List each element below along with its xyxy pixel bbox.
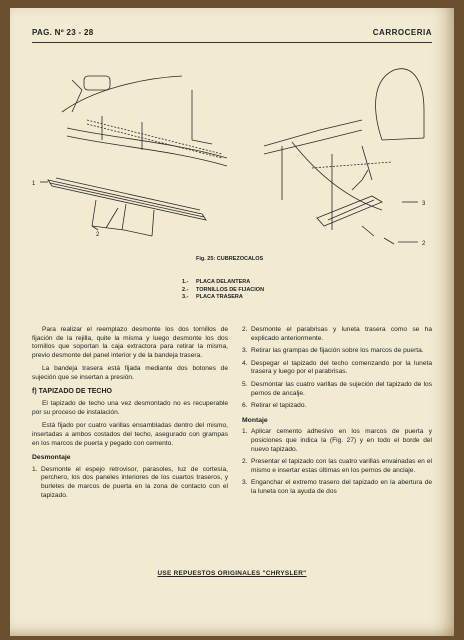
desmontaje-steps bbox=[32, 466, 228, 500]
list-item: 4. Despegar el tapizado del techo comenzando por la luneta trasera y luego por el parabrisas. bbox=[242, 359, 432, 376]
list-item: 2. Desmonte el parabrisas y luneta trasera como se ha explicado anteriormente. bbox=[242, 326, 432, 342]
list-item: 3. Retirar las grampas de fijación sobre los marcos de puerta. bbox=[242, 347, 424, 355]
list-item: 1. Aplicar cemento adhesivo en los marcos de puerta y posiciones que indica la (Fig. 27) y en todo el borde del nuevo tapizado. bbox=[242, 428, 432, 453]
list-item: 5. Desmontar las cuatro varillas de sujeción del tapizado de los pernos de ancalje. bbox=[242, 380, 432, 397]
callout-right-2: 2 bbox=[422, 241, 426, 247]
figure-caption: Fig. 25: CUBREZOCALOS bbox=[196, 256, 264, 262]
paragraph: La bandeja trasera está fijada mediante dos botones de sujeción que se insertan a presión. bbox=[32, 365, 228, 381]
paragraph: El tapizado de techo una vez desmontado no es recuperable por su proceso de instalación. bbox=[32, 400, 228, 416]
list-item: 3. Enganchar el extremo trasero del tapizado en la abertura de la luneta con la ayuda de dos bbox=[242, 479, 432, 495]
paragraph: Para realizar el reemplazo desmonte los dos tornillos de fijación de la rejilla, quite la misma y luego desmonte los dos tornillos que soportan la caja extractora para retirar la misma, previo desmonte del panel interior y de la bandeja trasera. bbox=[32, 326, 228, 359]
legend-item: 3.- PLACA TRASERA bbox=[182, 294, 243, 300]
figure-cubrezocalos-illustration bbox=[32, 50, 432, 250]
legend-item: 1.- PLACA DELANTERA bbox=[182, 279, 251, 285]
paragraph: Está fijado por cuatro varillas ensambladas dentro del mismo, insertadas a ambos costados del techo, asegurado con grampas en los marcos de puerta y pegado con cemento. bbox=[32, 422, 228, 447]
montaje-steps bbox=[242, 428, 432, 496]
callout-right-3: 3 bbox=[422, 201, 426, 207]
header-rule bbox=[32, 42, 432, 43]
left-door-sill-drawing bbox=[40, 76, 227, 236]
legend-item: 2.- TORNILLOS DE FIJACION bbox=[182, 286, 265, 293]
list-item: 1. Desmonte el espejo retrovisor, parasoles, luz de cortesía, perchero, los dos paneles interiores de los cuartos traseros, y burletes de marcos de puerta en la zona de contacto con el tapizado. bbox=[32, 465, 228, 499]
right-rear-sill-drawing bbox=[264, 69, 424, 244]
list-item: 2. Presentar el tapizado con las cuatro varillas envainadas en el mismo e insertar estas últimas en los pernos de anclaje. bbox=[242, 458, 432, 474]
manual-page bbox=[10, 8, 454, 636]
page-number: PAG. Nº 23 - 28 bbox=[32, 28, 94, 37]
desmontaje-steps-continued bbox=[242, 326, 432, 411]
right-column bbox=[242, 326, 432, 501]
figure-legend bbox=[182, 279, 264, 302]
subheading-desmontaje: Desmontaje bbox=[32, 454, 71, 462]
callout-left-2: 2 bbox=[96, 232, 100, 238]
left-column bbox=[32, 326, 228, 504]
callout-left-1: 1 bbox=[32, 181, 36, 187]
subheading-montaje: Montaje bbox=[242, 416, 268, 424]
section-title: CARROCERIA bbox=[372, 28, 432, 37]
page-header bbox=[32, 28, 432, 42]
section-heading: f) TAPIZADO DE TECHO bbox=[32, 387, 112, 395]
list-item: 6. Retirar el tapizado. bbox=[242, 402, 307, 410]
footer-notice: USE REPUESTOS ORIGINALES "CHRYSLER" bbox=[157, 570, 307, 577]
